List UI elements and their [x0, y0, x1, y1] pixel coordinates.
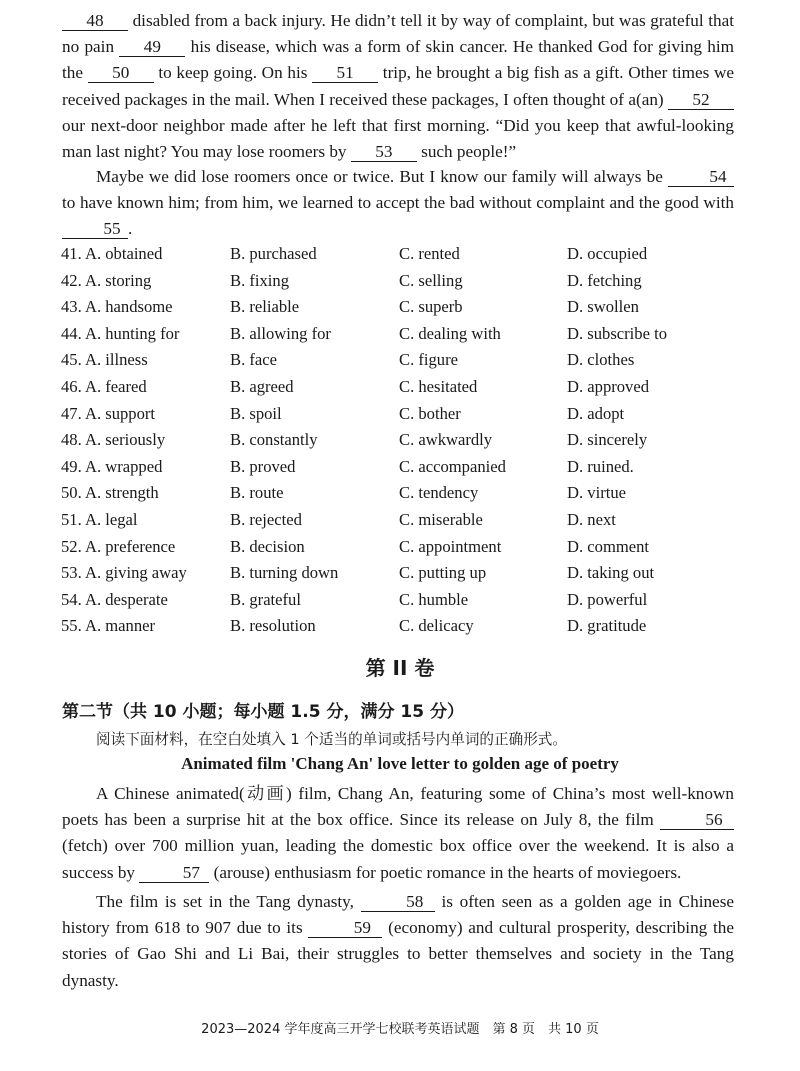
- option-b: B. route: [230, 483, 284, 503]
- article-text: is often seen as a golden age in Chinese history from 618 to 907 due to its: [62, 892, 735, 938]
- option-row: [61, 590, 741, 617]
- option-b: B. rejected: [230, 509, 302, 529]
- option-d: D. ruined.: [567, 456, 634, 476]
- section2-heading: 第二节（共 10 小题；每小题 1.5 分，满分 15 分）: [62, 702, 464, 722]
- blank-48: 48: [62, 12, 128, 31]
- passage-text: to keep going. On his: [158, 63, 308, 83]
- passage-text: disabled from a back injury. He didn’t tell it by way of complaint, but was grateful that no pain: [62, 11, 735, 57]
- option-c: C. appointment: [399, 536, 502, 556]
- option-c: C. accompanied: [399, 456, 506, 476]
- option-a: 49. A. wrapped: [61, 456, 163, 476]
- blank-51: 51: [312, 64, 378, 83]
- article-title: Animated film 'Chang An' love letter to golden age of poetry: [181, 754, 619, 773]
- passage-text: .: [128, 219, 133, 239]
- option-b: B. resolution: [230, 616, 316, 636]
- option-b: B. fixing: [230, 270, 290, 290]
- cloze-passage-end: [62, 8, 734, 165]
- cloze-passage-final-paragraph: [62, 164, 734, 243]
- option-d: D. taking out: [567, 563, 655, 583]
- option-c: C. rented: [399, 244, 460, 263]
- option-c: C. miserable: [399, 509, 483, 529]
- option-c: C. superb: [399, 297, 463, 317]
- option-b: B. purchased: [230, 244, 317, 263]
- option-c: C. humble: [399, 589, 469, 609]
- option-c: C. dealing with: [399, 323, 501, 343]
- article-text: (economy) and cultural prosperity, describing the stories of Gao Shi and Li Bai, their struggles to better themselves and society in the Tang dynasty.: [62, 918, 734, 990]
- option-row: [61, 271, 741, 298]
- option-a: 45. A. illness: [61, 350, 148, 370]
- option-b: B. allowing for: [230, 323, 331, 343]
- option-d: D. subscribe to: [567, 323, 668, 343]
- article-text: The film is set in the Tang dynasty,: [96, 892, 354, 911]
- article-paragraph-1: [62, 781, 734, 886]
- option-c: C. bother: [399, 403, 461, 423]
- blank-54: 54: [668, 168, 734, 187]
- passage-text: such people!”: [421, 142, 517, 162]
- option-a: 44. A. hunting for: [61, 323, 180, 343]
- option-a: 55. A. manner: [61, 616, 156, 636]
- options-table: [61, 244, 741, 643]
- option-row: [61, 297, 741, 324]
- option-b: B. face: [230, 350, 277, 370]
- option-a: 53. A. giving away: [61, 563, 187, 583]
- option-d: D. clothes: [567, 350, 635, 370]
- option-row: [61, 350, 741, 377]
- blank-53: 53: [351, 143, 417, 162]
- option-d: D. occupied: [567, 244, 648, 263]
- option-d: D. comment: [567, 536, 650, 556]
- option-a: 48. A. seriously: [61, 430, 166, 450]
- passage-text: to have known him; from him, we learned to accept the bad without complaint and the good with: [62, 193, 734, 213]
- section-title: 第 II 卷: [365, 656, 435, 680]
- option-row: [61, 483, 741, 510]
- option-d: D. powerful: [567, 589, 648, 609]
- option-b: B. agreed: [230, 376, 294, 396]
- blank-59: 59: [308, 919, 382, 938]
- option-c: C. delicacy: [399, 616, 474, 636]
- option-a: 52. A. preference: [61, 536, 176, 556]
- option-a: 50. A. strength: [61, 483, 159, 503]
- option-d: D. fetching: [567, 270, 642, 290]
- option-row: [61, 563, 741, 590]
- option-a: 47. A. support: [61, 403, 156, 423]
- option-c: C. awkwardly: [399, 430, 493, 450]
- option-b: B. decision: [230, 536, 305, 556]
- option-row: [61, 430, 741, 457]
- passage-text: trip, he brought a big fish as a gift. Other times we received packages in the mail. When I received these packages, I often thought of a(an): [62, 63, 735, 109]
- option-a: 46. A. feared: [61, 376, 147, 396]
- page-footer: 2023—2024 学年度高三开学七校联考英语试题 第 8 页 共 10 页: [201, 1022, 599, 1037]
- passage-text: Maybe we did lose roomers once or twice. But I know our family will always be: [96, 167, 663, 186]
- option-c: C. selling: [399, 270, 463, 290]
- article-text: A Chinese animated(动画) film, Chang An, featuring some of China’s most well-known poets has been a surprise hit at the box office. Since its release on July 8, the film: [62, 784, 734, 830]
- option-row: [61, 377, 741, 404]
- option-row: [61, 244, 741, 271]
- blank-49: 49: [119, 38, 185, 57]
- option-a: 43. A. handsome: [61, 297, 173, 317]
- option-row: [61, 537, 741, 564]
- option-a: 42. A. storing: [61, 270, 152, 290]
- option-row: [61, 404, 741, 431]
- article-paragraph-2: [62, 889, 734, 994]
- option-a: 54. A. desperate: [61, 589, 168, 609]
- option-d: D. adopt: [567, 403, 625, 423]
- option-c: C. putting up: [399, 563, 487, 583]
- option-b: B. spoil: [230, 403, 282, 423]
- section2-instruction: 阅读下面材料，在空白处填入 1 个适当的单词或括号内单词的正确形式。: [96, 731, 567, 748]
- option-b: B. grateful: [230, 589, 301, 609]
- blank-57: 57: [139, 864, 209, 883]
- option-b: B. turning down: [230, 563, 339, 583]
- option-d: D. next: [567, 509, 616, 529]
- option-row: [61, 324, 741, 351]
- passage-text: his disease, which was a form of skin cancer. He thanked God for giving him the: [62, 37, 735, 83]
- passage-text: our next-door neighbor made after he left that first morning. “Did you keep that awful-looking man last night? You may lose roomers by: [62, 115, 734, 162]
- option-a: 51. A. legal: [61, 509, 138, 529]
- option-c: C. figure: [399, 350, 458, 370]
- option-d: D. approved: [567, 376, 650, 396]
- option-d: D. virtue: [567, 483, 626, 503]
- option-c: C. hesitated: [399, 376, 478, 396]
- article-text: (fetch) over 700 million yuan, leading the domestic box office over the weekend. It is also a success by: [62, 836, 734, 882]
- option-row: [61, 510, 741, 537]
- article-text: (arouse) enthusiasm for poetic romance in the hearts of moviegoers.: [213, 862, 682, 882]
- blank-58: 58: [361, 893, 435, 912]
- option-d: D. swollen: [567, 297, 639, 317]
- option-d: D. sincerely: [567, 430, 648, 450]
- blank-50: 50: [88, 64, 154, 83]
- option-d: D. gratitude: [567, 616, 647, 636]
- option-a: 41. A. obtained: [61, 244, 163, 263]
- option-b: B. constantly: [230, 430, 318, 450]
- blank-55: 55: [62, 220, 128, 239]
- blank-56: 56: [660, 811, 734, 830]
- option-row: [61, 457, 741, 484]
- option-row: [61, 616, 741, 643]
- option-c: C. tendency: [399, 483, 479, 503]
- option-b: B. reliable: [230, 297, 300, 317]
- blank-52: 52: [668, 91, 734, 110]
- option-b: B. proved: [230, 456, 296, 476]
